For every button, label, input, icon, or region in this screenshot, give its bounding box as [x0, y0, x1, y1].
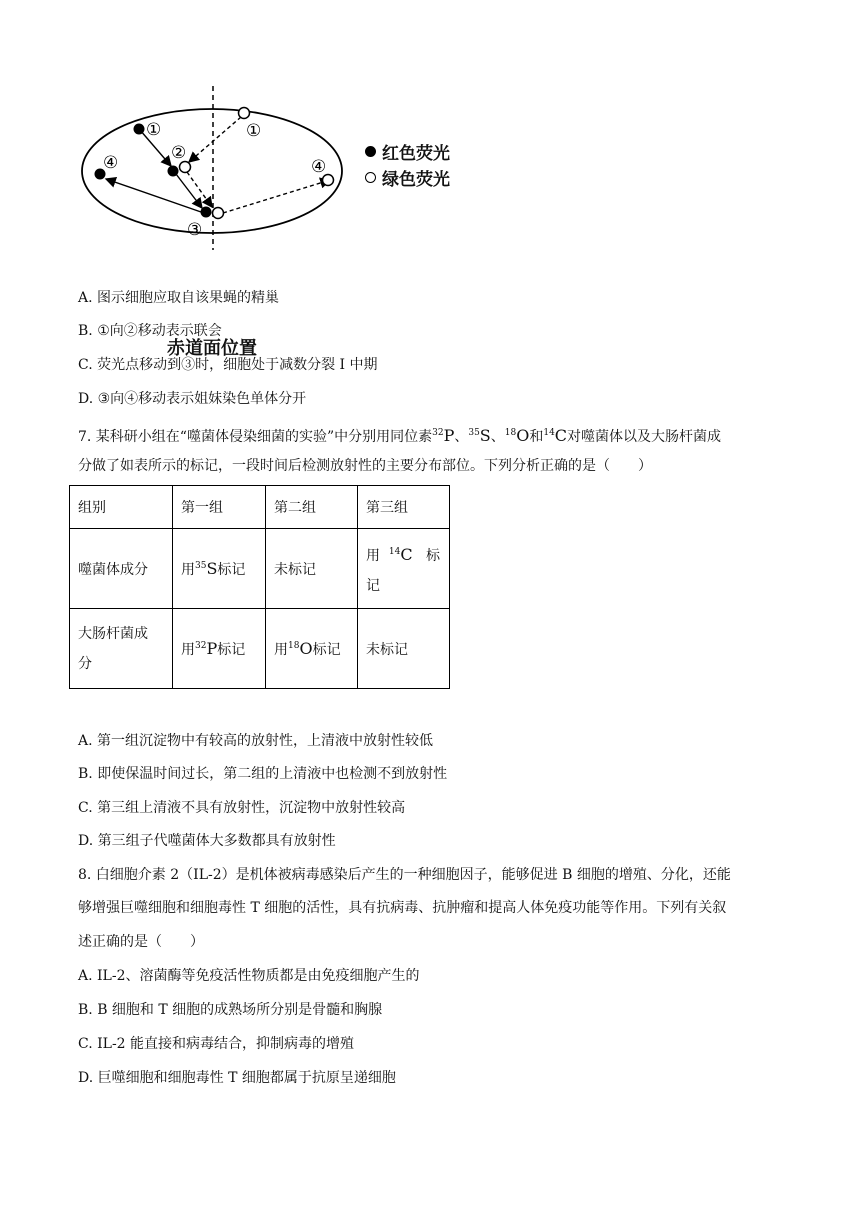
filled-dot-icon	[365, 146, 376, 157]
legend-green-label: 绿色荧光	[382, 169, 450, 190]
label-red-4: ④	[103, 153, 119, 173]
isotope-p-mass: 32	[432, 428, 444, 438]
isotope-mass: 14	[388, 546, 401, 557]
q8-option-a: A. IL-2、溶菌酶等免疫活性物质都是由免疫细胞产生的	[78, 968, 420, 984]
table-row	[70, 486, 450, 529]
isotope-element: C	[400, 544, 413, 564]
isotope-c-mass: 14	[543, 428, 555, 438]
q6-option-d: D. ③向④移动表示姐妹染色单体分开	[78, 391, 307, 407]
red-dot-1	[134, 124, 145, 135]
table-header: 第一组	[173, 486, 266, 529]
cell-text: 记	[366, 577, 380, 594]
q7-stem-line2: 分做了如表所示的标记，一段时间后检测放射性的主要分布部位。下列分析正确的是（ ）	[78, 458, 652, 474]
q8-option-c: C. IL-2 能直接和病毒结合，抑制病毒的增殖	[78, 1036, 355, 1052]
cell-text: 分	[78, 655, 92, 672]
cell-text: 标记	[217, 641, 246, 658]
red-dot-2	[168, 166, 179, 177]
isotope-s: S	[479, 426, 491, 445]
q8-option-b: B. B 细胞和 T 细胞的成熟场所分别是骨髓和胸腺	[78, 1002, 383, 1018]
label-green-1: ①	[246, 121, 262, 141]
isotope-element: O	[299, 638, 313, 658]
red-arrow-2-3	[176, 174, 202, 208]
table-cell: 未标记	[358, 609, 450, 689]
table-header: 第三组	[358, 486, 450, 529]
q8-stem-line3: 述正确的是（ ）	[78, 934, 204, 950]
isotope-mass: 18	[288, 640, 300, 651]
q7-stem-text: 7. 某科研小组在“噬菌体侵染细菌的实验”中分别用同位素	[78, 429, 433, 445]
label-green-4: ④	[311, 157, 327, 177]
legend-green	[365, 164, 450, 190]
legend-red	[365, 138, 450, 164]
table-row	[70, 609, 450, 689]
table-cell	[173, 609, 266, 689]
open-dot-icon	[365, 172, 376, 183]
label-red-1: ①	[146, 120, 162, 140]
table-cell: 未标记	[266, 529, 358, 609]
cell-text: 大肠杆菌成	[78, 625, 148, 642]
q7-option-b: B. 即使保温时间过长，第二组的上清液中也检测不到放射性	[78, 766, 448, 782]
table-cell: 噬菌体成分	[70, 529, 173, 609]
q7-stem-text-end: 对噬菌体以及大肠杆菌成	[567, 429, 722, 445]
green-arrow-2-3	[187, 172, 212, 207]
cell-text: 标	[425, 547, 440, 564]
table-row	[70, 529, 450, 609]
cell-text: 用	[274, 641, 288, 658]
q7-option-a: A. 第一组沉淀物中有较高的放射性，上清液中放射性较低	[78, 733, 434, 749]
q8-stem-line1: 8. 白细胞介素 2（IL-2）是机体被病毒感染后产生的一种细胞因子，能够促进 B 细胞的增殖、分化，还能	[78, 867, 731, 883]
red-arrow-3-4	[106, 179, 201, 212]
green-dot-2	[180, 162, 191, 173]
green-dot-3	[213, 208, 224, 219]
q8-option-d: D. 巨噬细胞和细胞毒性 T 细胞都属于抗原呈递细胞	[78, 1070, 396, 1086]
cell-text: 标记	[312, 641, 341, 658]
separator: 、	[454, 429, 469, 445]
isotope-element: P	[206, 638, 218, 658]
cell-text: 标记	[217, 561, 246, 578]
green-arrow-1-2	[189, 117, 241, 162]
table-cell	[70, 609, 173, 689]
q6-option-b: B. ①向②移动表示联会	[78, 323, 222, 339]
isotope-mass: 32	[195, 640, 207, 651]
q7-table	[69, 485, 450, 689]
q6-option-a: A. 图示细胞应取自该果蝇的精巢	[78, 290, 280, 306]
isotope-s-mass: 35	[468, 428, 480, 438]
cell-text: 用	[181, 641, 195, 658]
isotope-o: O	[516, 426, 530, 445]
isotope-p: P	[443, 426, 455, 445]
isotope-element: S	[206, 558, 218, 578]
table-header: 组别	[70, 486, 173, 529]
figure-legend	[365, 138, 450, 190]
q7-option-c: C. 第三组上清液不具有放射性，沉淀物中放射性较高	[78, 800, 406, 816]
table-cell	[173, 529, 266, 609]
green-dot-1	[239, 108, 250, 119]
isotope-o-mass: 18	[504, 428, 517, 438]
table-cell	[358, 529, 450, 609]
cell-text: 用	[181, 561, 195, 578]
q7-stem-line1	[78, 423, 721, 447]
table-header: 第二组	[266, 486, 358, 529]
separator: 、	[490, 429, 505, 445]
q8-stem-line2: 够增强巨噬细胞和细胞毒性 T 细胞的活性，具有抗病毒、抗肿瘤和提高人体免疫功能等作用。下列有关叙	[78, 900, 727, 916]
legend-red-label: 红色荧光	[382, 143, 450, 164]
label-3: ③	[187, 220, 203, 240]
label-2: ②	[171, 143, 187, 163]
figure-caption: 赤道面位置	[167, 338, 257, 359]
isotope-mass: 35	[195, 560, 207, 571]
red-dot-3	[201, 207, 212, 218]
q7-option-d: D. 第三组子代噬菌体大多数都具有放射性	[78, 833, 336, 849]
cell-text: 用	[366, 547, 380, 564]
green-arrow-3-4	[223, 180, 330, 213]
conjunction: 和	[529, 429, 544, 445]
table-cell	[266, 609, 358, 689]
q6-option-c: C. 荧光点移动到③时，细胞处于减数分裂 I 中期	[78, 357, 378, 373]
isotope-c: C	[554, 426, 568, 445]
